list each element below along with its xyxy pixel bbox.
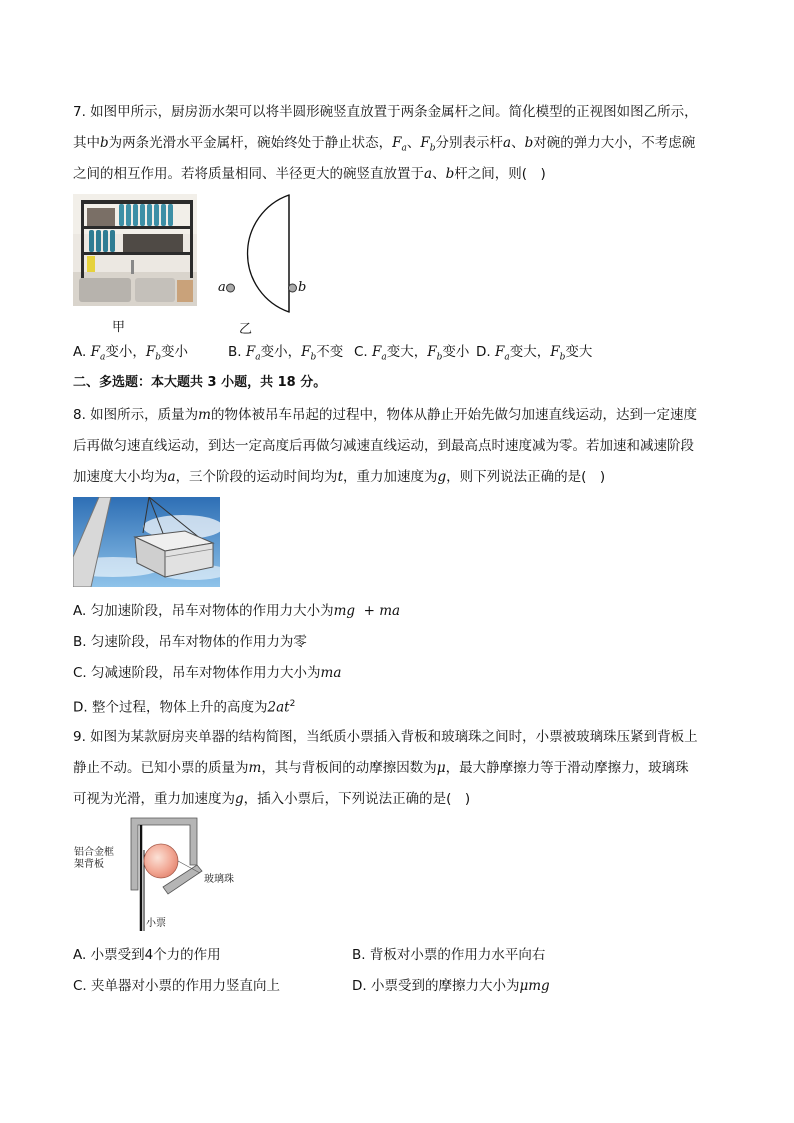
var-g: g [235,791,244,807]
option-text: B. 背板对小票的作用力水平向右 [352,947,546,963]
dish-rack-photo [73,194,197,306]
sub-a: a [381,352,387,363]
q8-text: ，三个阶段的运动时间均为 [175,469,338,485]
option-number: 4 [144,947,154,963]
option-text: 变大 [565,344,593,360]
label-bead: 玻璃珠 [204,874,234,885]
q8-option-b[interactable] [73,633,307,651]
option-expression: mg + ma [333,603,401,619]
q9-text: 静止不动。已知小票的质量为 [73,760,249,776]
var-b: b [100,135,109,151]
caption-yi: 乙 [239,322,253,337]
var-m: m [198,407,211,423]
label-frame-line-1: 铝合金框 [74,847,114,858]
var-f: F [494,344,505,360]
q8-option-c[interactable] [73,664,341,682]
sep: 、 [432,166,446,182]
sep: 、 [406,135,421,151]
sep: ， [132,344,146,360]
q7-text: 分别表示杆 [435,135,504,151]
q7-text: 为两条光滑水平金属杆，碗始终处于静止状态， [108,135,393,151]
var-f: F [301,344,311,360]
option-text: 变小 [260,344,288,360]
sep: ， [413,344,428,360]
var-b: b [445,166,455,182]
var-a: a [424,166,433,182]
label-frame-line-2: 架背板 [74,859,104,870]
var-f: F [392,135,402,151]
caption-jia: 甲 [112,320,126,335]
q7-text: 对碗的弹力大小，不考虑碗 [533,135,696,151]
var-b: b [524,135,534,151]
q7-text-line-2 [73,134,695,158]
var-m: m [248,760,262,776]
var-f: F [90,344,100,360]
var-a: a [503,135,512,151]
label-a: a [218,280,226,295]
var-a: a [167,469,176,485]
var-f: F [420,135,430,151]
label-frame [74,847,114,871]
sub-b: b [429,143,436,154]
option-text: A. 小票受到 [73,947,145,963]
q8-text: ，重力加速度为 [343,469,438,485]
option-text: C. 夹单器对小票的作用力竖直向上 [73,978,281,994]
sep: ， [287,344,302,360]
option-text: A. 匀加速阶段，吊车对物体的作用力大小为 [73,603,334,619]
option-text: C. 匀减速阶段，吊车对物体作用力大小为 [73,665,321,681]
q8-text: 的物体被吊车吊起的过程中，物体从静止开始先做匀加速直线运动，达到一定速度 [210,407,697,423]
q7-text: 之间的相互作用。若将质量相同、半径更大的碗竖直放置于 [73,166,424,182]
q9-text-line-2 [73,759,689,777]
q9-text: ，插入小票后，下列说法正确的是( ) [243,791,471,807]
q7-option-c[interactable] [354,343,469,367]
sub-a: a [504,352,510,363]
q8-text: 8. 如图所示，质量为 [73,407,199,423]
option-text: 个力的作用 [153,947,221,963]
sub-a: a [255,352,261,363]
q8-text-line-1 [73,406,697,424]
option-expression: μmg [519,978,550,994]
option-text: B. 匀速阶段，吊车对物体的作用力为零 [73,634,307,650]
var-t: t [337,469,343,485]
crane-photo [73,497,220,587]
option-expression: ma [320,665,342,681]
var-f: F [427,344,437,360]
var-g: g [437,469,447,485]
q9-option-a[interactable] [73,946,221,964]
q9-option-c[interactable] [73,977,280,995]
sub-b: b [436,352,443,363]
q7-text: 杆之间，则( ) [454,166,546,182]
option-prefix: D. [476,344,495,360]
q9-text: 可视为光滑，重力加速度为 [73,791,235,807]
sub-b: b [559,352,566,363]
q8-text: 加速度大小均为 [73,469,168,485]
q7-option-a[interactable] [73,343,188,367]
q8-text-line-3 [73,468,605,486]
q8-text: ，则下列说法正确的是( ) [446,469,606,485]
q7-option-b[interactable] [228,343,343,367]
sub-a: a [401,143,407,154]
sub-b: b [155,352,161,363]
var-f: F [372,344,382,360]
q9-option-d[interactable] [352,977,550,995]
q7-option-d[interactable] [476,343,592,367]
option-text: 变小 [160,344,188,360]
bowl-diagram [215,192,315,320]
var-f: F [550,344,560,360]
q7-text-line-1: 7. 如图甲所示，厨房沥水架可以将半圆形碗竖直放置于两条金属杆之间。简化模型的正视图如图乙所示， [73,104,698,120]
label-b: b [298,280,307,295]
option-prefix: C. [354,344,373,360]
q7-text-line-3 [73,165,546,183]
rod-a [227,284,235,292]
option-expression: 2at [267,699,290,716]
q9-text-line-3 [73,790,470,808]
var-f: F [245,344,256,360]
option-text: D. 小票受到的摩擦力大小为 [352,978,520,994]
q7-text: 其中 [73,135,100,151]
option-text: 不变 [316,344,344,360]
var-f: F [145,344,156,360]
option-text: 变小 [442,344,470,360]
q9-text: ，最大静摩擦力等于滑动摩擦力，玻璃珠 [445,760,689,776]
q8-option-a[interactable] [73,602,400,620]
sep: 、 [511,135,525,151]
var-mu: μ [436,760,446,776]
q9-text: ，其与背板间的动摩擦因数为 [261,760,437,776]
q8-option-d[interactable] [73,695,295,717]
exponent: 2 [289,699,296,709]
option-prefix: B. [228,344,246,360]
option-text: 变大 [509,344,537,360]
label-ticket: 小票 [146,918,166,929]
q9-option-b[interactable] [352,946,545,964]
q9-text-line-1: 9. 如图为某款厨房夹单器的结构简图，当纸质小票插入背板和玻璃珠之间时，小票被玻璃珠压紧到背板上 [73,729,698,745]
sep: ， [536,344,551,360]
q8-text-line-2: 后再做匀速直线运动，到达一定高度后再做匀减速直线运动，到最高点时速度减为零。若加速和减速阶段 [73,438,694,454]
section-heading: 二、多选题：本大题共 3 小题，共 18 分。 [73,375,327,390]
option-text: 变小 [105,344,133,360]
rod-b [289,284,297,292]
option-prefix: A. [73,344,91,360]
option-text: D. 整个过程，物体上升的高度为 [73,699,268,716]
option-text: 变大 [386,344,414,360]
sub-b: b [310,352,317,363]
sub-a: a [99,352,106,363]
